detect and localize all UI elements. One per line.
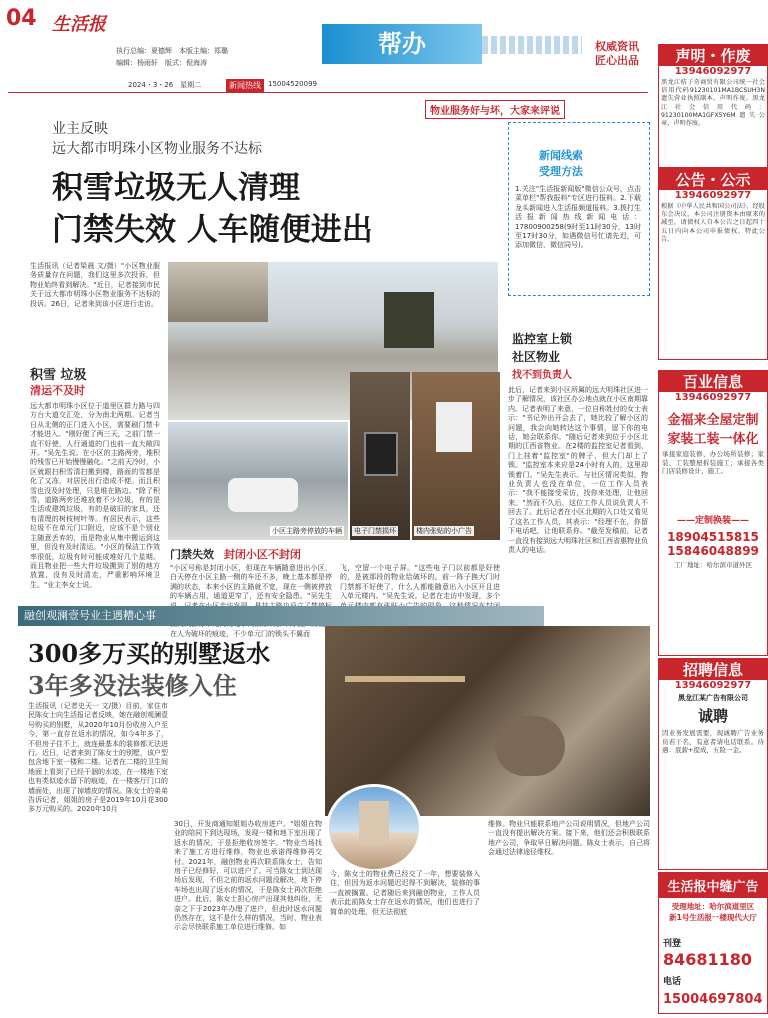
page-number: 04	[6, 6, 37, 31]
staff-line-2: 编辑：杨雨轩 版式：倪海涛	[116, 59, 207, 67]
bottom-ad-title: 生活报中缝广告	[659, 873, 767, 898]
news-tips-body: 1.关注"生活报新闻版"微信公众号，点击菜单栏"帮我报料"专区进行报料。2.下载龙头新闻进入生活报频道报料。3.拨打生活报新闻热线新闻电话：17800900258(9时至11时30分，13时至17时30分，如遇微信号忙请先迟，可添加微信，微信同号)。	[515, 185, 641, 250]
pipe-shape	[345, 676, 465, 682]
headline-2: 门禁失效 人车随便进出	[52, 212, 373, 248]
story1-section2-body-b: 飞，空留一个电子屏。"这些电子门以前都是好使的，是被那段的物业给破坏的。前一阵子换大门时门禁都不好使了，什么人都能随意出入小区开且进入单元楼内。"吴先生说。记者在走访中发现，多个	[340, 564, 500, 601]
bottom-ad-tel-label-1: 刊登	[663, 939, 682, 949]
story1-intro: 生活报讯（记者梁晨 文/摄）"小区物业服务质量存在问题，我们这里多次投诉，但物业始终看到解决。"近日，记者接到市民关于远大都市明珠小区物业服务不达标的投诉。26日，记者来到该小区进行走访。	[30, 262, 160, 308]
car-shape	[228, 478, 298, 512]
story2-column-2: 30日，开发商通知姐姐办收房进户。"姐姐在物业的陪同下到达现场，发现一楼和地下室出现了返水的情况，于是拒绝收房签字。"物业当场找来了施工方进行维修，物业也承诺得维修再交付。2021年，融创物业再次联系陈女士，告知房子已经修好，可以进户了。可当陈女士到达现场后发现，不但之前的返水问题没解决，地下停车场也出现了返水的情况，于是陈女士再次拒绝进户。此后，陈女士担心房产出现其他纠纷，无奈之下于2023年办理了进户，但此时返水问题仍然存在，这不是什么样的情况，当时，物业表示会尽快联系施工单位进行维修。如	[174, 820, 322, 932]
photo-caption-3: 电子门禁损坏	[354, 527, 396, 535]
banner-stripes	[482, 36, 582, 54]
story2-section-tag: 融创观澜壹号业主遇糟心事	[18, 606, 544, 626]
bottom-ad-tel-number-1: 84681180	[663, 950, 753, 969]
ad1-address: 工厂地址：哈尔滨市道外区	[674, 561, 752, 569]
tower-shape	[359, 801, 389, 841]
sidebar-box2-body: 根据《中华人民共和国公司法》，经股东会决议，本公司注册资本由原来的减至，请债权人自本公告之日起四十五日内向本公司申报债权。特此公告。	[661, 203, 765, 243]
story1-section1-body: 远大都市明珠小区位于道里区群力路与四方台大道交汇处，分为南北两期。记者当日从北侧的正门进入小区，需要刷门禁卡才能进入。"刚好便了两三天，之前门禁一直不好使，人行通道的门也前一直大敞四开。"吴先生说。在小区的主路两旁，堆积的残雪已开始慢慢融化。"之前天冷时，小区就跟扫积雪清扫搬到楼，路面的雪都是化了又冻，对居民出行造成不便。而且积雪也没及时处理，只是堆在路边。"除了积雪，道路两旁还堆放着不少垃圾，有的是生活或建筑垃圾，有的是破旧的家具，还有清理的树枝树叶等。有居民表示，这些垃圾不在单元门口附近，应该不是个别业主随意丢弃的，而是物业从集中搬运到这里，但没有及时清运。"小区的保洁工作效率很低，垃圾有时可能成堆好几个星期。而且物业把一些大件垃圾搬到了别的地方放置，没有及时清走，严重影响环境卫生。"业主李女士说。	[30, 402, 160, 589]
story1-section2-body-a: "小区号称是封闭小区，但现在车辆随意进出小区，白天停在小区主路一侧的车还不多，晚上基本都是停满的状态，本来小区的主路就不宽，现在一侧被停放的车辆占用，通道更窄了，还有安全隐患。"吴先生 在人为破坏的痕迹，不少单元门的锁头不翼而	[170, 564, 332, 638]
story2-column-3: 今，陈女士的物业费已经交了一年，想要装修入住，但因为返水问题迟迟得不到解决，装修的事一直被搁置。记者随后来到融创物业，工作人员表示此前陈女士存在返水的情况，他们也进行了简单的处理，但无法彻底	[330, 870, 480, 916]
poster-shape	[436, 402, 472, 452]
subhead-2-title: 门禁失效	[170, 548, 214, 561]
access-panel-shape	[364, 432, 398, 476]
sidebar-notice-box	[658, 168, 768, 360]
news-tips-title-1: 新闻线索	[539, 149, 583, 162]
story1-section3-body: 此后，记者来到小区所属的远大明珠社区进一步了解情况，该社区办公地点就在小区南期靠内。记者表明了来意，一位自称姓付的女士表示："书记外出开会去了，她比较了解小区的问题，我会向她转达这个事情，留下你的电话，她会联系你。"随后记者来到位于小区北期的江西省物业。在2楼的监控室记者看到，门上挂着"监控室"的牌子，但大门却上了锁。"监控室本来应是24小时有人的，这里却锁着门。"吴先生表示。与社区情况类似，物业负责人也没在单位，一位工作人员表示："我不能接受采访，找你来处理，让他回来。"然而不久后，这位工作人员说负责人不回去了。此后记者在小区北期的入口处又看见了这名工作人员，其表示："经理不在，你留下电话吧，让他联系你。"截至发稿前，记者一直没有接到远大明珠社区和江西省惠物业负责人的电话。	[508, 386, 648, 554]
sidebar-classified-box	[658, 872, 768, 1014]
subhead-3-line2: 社区物业	[512, 350, 561, 364]
recruit-body: 因业务发展需要，现诚聘广告业务员若干名，有意者请电话联系。待遇：底薪+提成，五险一金。	[662, 729, 764, 755]
subhead-3-line1: 监控室上锁	[512, 332, 573, 346]
stain-shape	[495, 716, 565, 776]
story2-column-1: 生活报讯（记者史天一 文/摄）目前，家住市民陈女士向生活报记者反映，她在融创观澜壹号购买的别墅，从2020年10月份收房入户至今，第一直存在返水的情况，如今4年多了，不但房子住不上，就连最基本的装修都无法进行。近日，记者来到了陈女士的别墅，该户型包含地下室一楼和二楼。记者在二楼的卫生间地面上看到了已经干涸的水迹，在一楼地下室也有类似迹水留下的痕迹，在一楼客厅门口的墙面处，出现了掉墙皮的情况。陈女士的弟弟告诉记者，姐姐的房子是2019年10月花300多万元购买的。2020年10月	[28, 702, 168, 814]
sidebar-box1-body: 黑龙江桔子奇商贸有限公司统一社会信用代码91230101MA1BCSUH3N遗失营业执照副本，声明作废。黑龙江社会信用代码：91230100MA1GFX5Y6M遗失公章，声明作废。	[661, 79, 765, 128]
ad1-phone-2: 15846048899	[667, 544, 759, 558]
paper-name: 生活报	[52, 14, 106, 35]
kicker-2: 远大都市明珠小区物业服务不达标	[52, 141, 262, 157]
ad1-phone-1: 18904515815	[667, 530, 759, 544]
subhead-3-sub: 找不到负责人	[512, 370, 572, 381]
headline-4: 3年多没法装修入住	[28, 671, 237, 700]
bottom-ad-tel-number-2: 15004697804	[663, 992, 763, 1007]
story2-column-4: 维修。物业只能联系地产公司说明情况，但地产公司一直没有提出解决方案。接下来，他们还会积极联系地产公司，争取早日解决问题。陈女士表示，自己将会通过法律途径维权。	[488, 820, 650, 857]
section-banner: 帮办	[322, 24, 482, 64]
recruit-company: 黑龙江某广告有限公司	[678, 694, 748, 702]
ad1-title-1: 金福来全屋定制	[667, 413, 759, 428]
sidebar-business-box	[658, 370, 768, 656]
sidebar-box2-title: 公告・公示	[659, 169, 767, 190]
hotline-number: 15004520099	[268, 80, 317, 88]
sidebar-box3-phone: 13946092977	[659, 392, 767, 403]
subhead-1-sub: 清运不及时	[30, 384, 85, 397]
ad1-title-2: 家装工装一体化	[667, 432, 759, 447]
headline-1: 积雪垃圾无人清理	[52, 170, 300, 206]
bottom-ad-tel-label-2: 电话	[663, 977, 682, 987]
kicker-1: 业主反映	[52, 121, 108, 137]
headline-3: 300多万买的别墅返水	[28, 639, 271, 668]
sidebar-box2-phone: 13946092977	[659, 190, 767, 201]
photo-ads	[412, 372, 500, 540]
photo-caption-4: 楼内张贴的小广告	[416, 527, 472, 535]
subhead-1: 积雪 垃圾	[30, 368, 87, 383]
sidebar-box3-title: 百业信息	[659, 371, 767, 392]
photo-parked-cars	[168, 422, 348, 540]
photo-villa-exterior	[326, 784, 422, 872]
slogan	[595, 40, 639, 68]
sidebar-recruit-box	[658, 658, 768, 870]
sidebar-box4-title: 招聘信息	[659, 659, 767, 680]
sidebar-box4-phone: 13946092977	[659, 680, 767, 691]
dumpster-shape	[384, 292, 434, 348]
slogan-line-2: 匠心出品	[595, 54, 639, 67]
news-tips-title-2: 受理方法	[539, 165, 583, 178]
hotline-label: 新闻热线	[226, 79, 264, 92]
sidebar-announcement-box	[658, 44, 768, 168]
column-tag: 物业服务好与坏，大家来评说	[425, 100, 565, 119]
slogan-line-1: 权威资讯	[595, 40, 639, 53]
sidebar-box1-phone: 13946092977	[659, 66, 767, 77]
bottom-ad-line-2: 新1号生活报一楼现代大厅	[669, 913, 757, 922]
bottom-ad-tel-2	[659, 969, 767, 1007]
subhead-2-sub: 封闭小区不封闭	[223, 548, 301, 561]
issue-date: 2024・3・26 星期二	[128, 81, 202, 89]
bottom-ad-line-1: 受理地址：哈尔滨道里区	[671, 902, 755, 911]
header-divider	[8, 92, 648, 93]
recruit-title: 诚聘	[697, 707, 728, 725]
bottom-ad-tel-1	[659, 931, 767, 969]
news-tips-box	[508, 122, 650, 296]
sidebar-box1-title: 声明・作废	[659, 45, 767, 66]
staff-line-1: 执行总编：夏德辉 本版主编：郑璐	[116, 47, 228, 55]
building-shape	[168, 262, 268, 322]
photo-access-control	[350, 372, 410, 540]
photo-caption-2: 小区主路旁停放的车辆	[272, 527, 342, 535]
subhead-2	[170, 546, 301, 562]
ad1-line: ——定制换装——	[676, 516, 749, 526]
ad1-body: 承接家庭装修、办公场所装修；家装、工装整屋拆装施工；承接各类门店装修设计、施工。	[662, 450, 764, 476]
